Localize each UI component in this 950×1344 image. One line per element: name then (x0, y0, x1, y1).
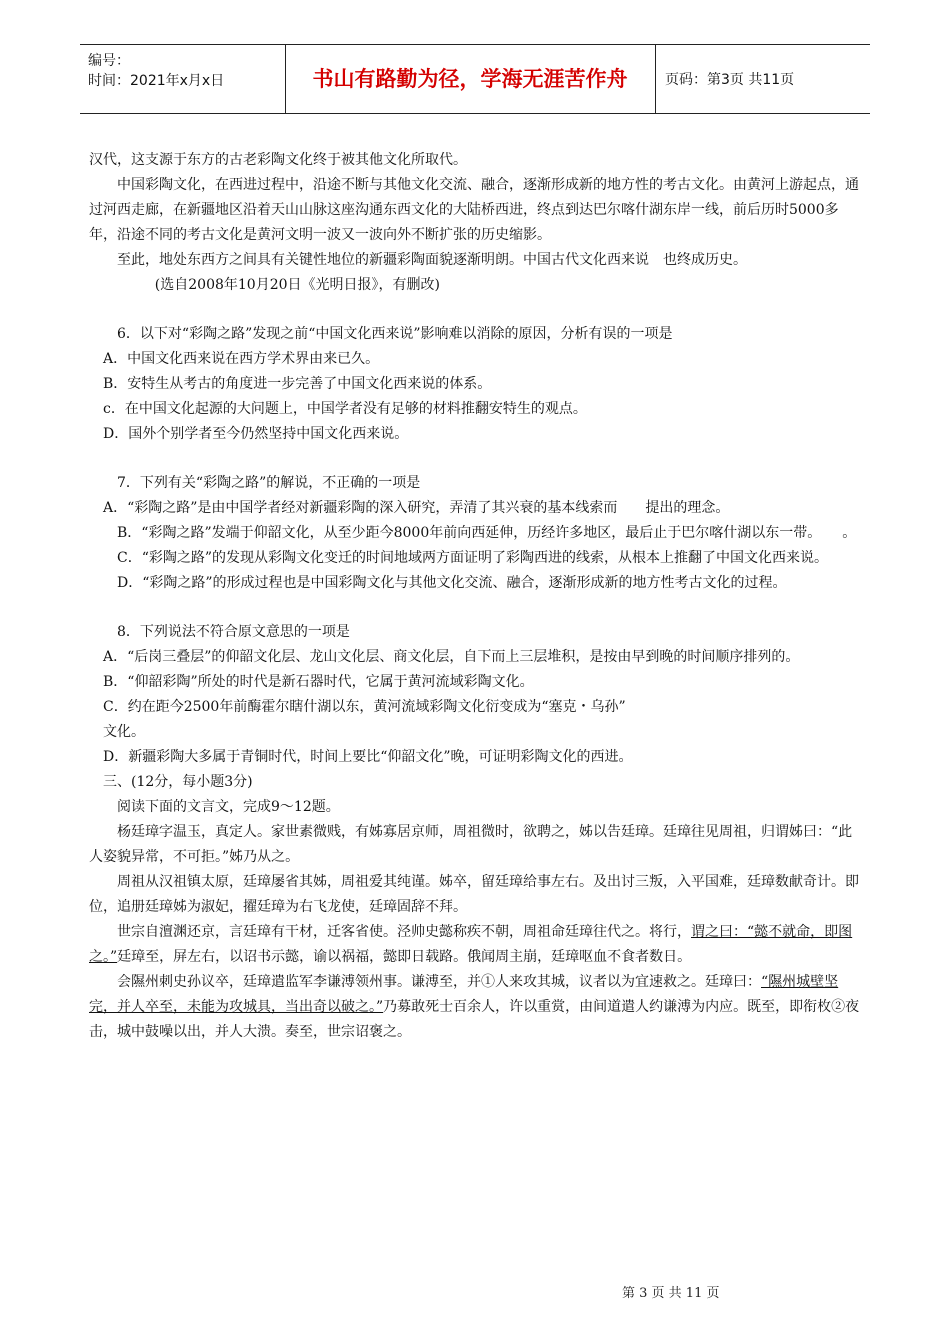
option: A．“彩陶之路”是由中国学者经对新疆彩陶的深入研究，弄清了其兴衰的基本线索而 提出的理念。 (103, 500, 730, 516)
option: A．“后岗三叠层”的仰韶文化层、龙山文化层、商文化层，自下而上三层堆积，是按由早到晚的时间顺序排列的。 (103, 649, 800, 665)
option: B．安特生从考古的角度进一步完善了中国文化西来说的体系。 (103, 376, 492, 392)
underlined-sentence: 谓之曰：“懿不就命，即图之。” (89, 924, 853, 965)
question-7: 7．下列有关“彩陶之路”的解说，不正确的一项是 (117, 475, 421, 491)
section-instructions: 阅读下面的文言文，完成9～12题。 (117, 799, 340, 815)
option: A．中国文化西来说在西方学术界由来已久。 (103, 351, 380, 367)
paragraph: 汉代，这支源于东方的古老彩陶文化终于被其他文化所取代。 (89, 152, 467, 168)
source-citation: (选自2008年10月20日《光明日报》，有删改) (154, 277, 440, 293)
question-6: 6．以下对“彩陶之路”发现之前“中国文化西来说”影响难以消除的原因，分析有误的一项是 (117, 326, 673, 342)
classical-text: 周祖从汉祖镇太原，廷璋屡省其姊，周祖爱其纯谨。姊卒，留廷璋给事左右。及出讨三叛，入平国难，廷璋数献奇计。即位，追册廷璋姊为淑妃，擢廷璋为右飞龙使，廷璋固辞不拜。 (89, 874, 859, 915)
option: B．“仰韶彩陶”所处的时代是新石器时代，它属于黄河流域彩陶文化。 (103, 674, 534, 690)
header-motto: 书山有路勤为径，学海无涯苦作舟 (312, 67, 628, 91)
paragraph: 至此，地处东西方之间具有关键性地位的新疆彩陶面貌逐渐明朗。中国古代文化西来说 也终成历史。 (117, 252, 747, 268)
page-footer: 第 3 页 共 11 页 (622, 1286, 720, 1301)
document-body (89, 148, 864, 1045)
option: D．“彩陶之路”的形成过程也是中国彩陶文化与其他文化交流、融合，逐渐形成新的地方性考古文化的过程。 (117, 575, 787, 591)
classical-text: 杨廷璋字温玉，真定人。家世素微贱，有姊寡居京师，周祖微时，欲聘之，姊以告廷璋。廷璋往见周祖，归谓姊曰：“此人姿貌异常，不可拒。”姊乃从之。 (89, 824, 853, 865)
option: B．“彩陶之路”发端于仰韶文化，从至少距今8000年前向西延伸，历经许多地区，最后止于巴尔喀什湖以东一带。 。 (117, 525, 857, 541)
option: C．“彩陶之路”的发现从彩陶文化变迁的时间地域两方面证明了彩陶西进的线索，从根本上推翻了中国文化西来说。 (117, 550, 829, 566)
header-divider (655, 45, 656, 113)
option: D．国外个别学者至今仍然坚持中国文化西来说。 (103, 426, 409, 442)
header-meta (88, 51, 224, 91)
code-label: 编号： (88, 53, 130, 69)
section-heading: 三、(12分，每小题3分) (103, 774, 253, 790)
header-page-label: 页码：第3页 共11页 (665, 72, 795, 88)
date-label: 时间：2021年x月x日 (88, 73, 225, 89)
page-header (80, 44, 870, 114)
option-continuation: 文化。 (103, 724, 145, 740)
option: D．新疆彩陶大多属于青铜时代，时间上要比“仰韶文化”晚，可证明彩陶文化的西进。 (103, 749, 633, 765)
classical-text: 会隰州刺史孙议卒，廷璋遣监军李谦溥领州事。谦溥至，并①人来攻其城，议者以为宜速救之。廷璋曰：“隰州城壁坚完，并人卒至，未能为攻城具，当出奇以破之。”乃募敢死士百余人，许以重赏，由间道遣人约谦溥为内应。既至，即衔枚②夜击，城中鼓噪以出，并人大溃。奏至，世宗诏褒之。 (89, 974, 860, 1040)
underlined-sentence: “隰州城壁坚完，并人卒至，未能为攻城具，当出奇以破之。” (89, 974, 839, 1015)
paragraph: 中国彩陶文化，在西进过程中，沿途不断与其他文化交流、融合，逐渐形成新的地方性的考古文化。由黄河上游起点，通过河西走廊，在新疆地区沿着天山山脉这座沟通东西文化的大陆桥西进，终点到达巴尔喀什湖东岸一线，前后历时5000多年，沿途不同的考古文化是黄河文明一波又一波向外不断扩张的历史缩影。 (89, 177, 859, 243)
option: C．约在距今2500年前酶霍尔瞎什湖以东，黄河流域彩陶文化衍变成为“塞克・乌孙” (103, 699, 626, 715)
question-8: 8．下列说法不符合原文意思的一项是 (117, 624, 350, 640)
option: c．在中国文化起源的大问题上，中国学者没有足够的材料推翻安特生的观点。 (103, 401, 587, 417)
classical-text: 世宗自澶渊还京，言廷璋有干材，迁客省使。泾帅史懿称疾不朝，周祖命廷璋往代之。将行，谓之曰：“懿不就命，即图之。”廷璋至，屏左右，以诏书示懿，谕以祸福，懿即日载路。俄闻周主崩，廷璋呕血不食者数日。 (89, 924, 853, 965)
